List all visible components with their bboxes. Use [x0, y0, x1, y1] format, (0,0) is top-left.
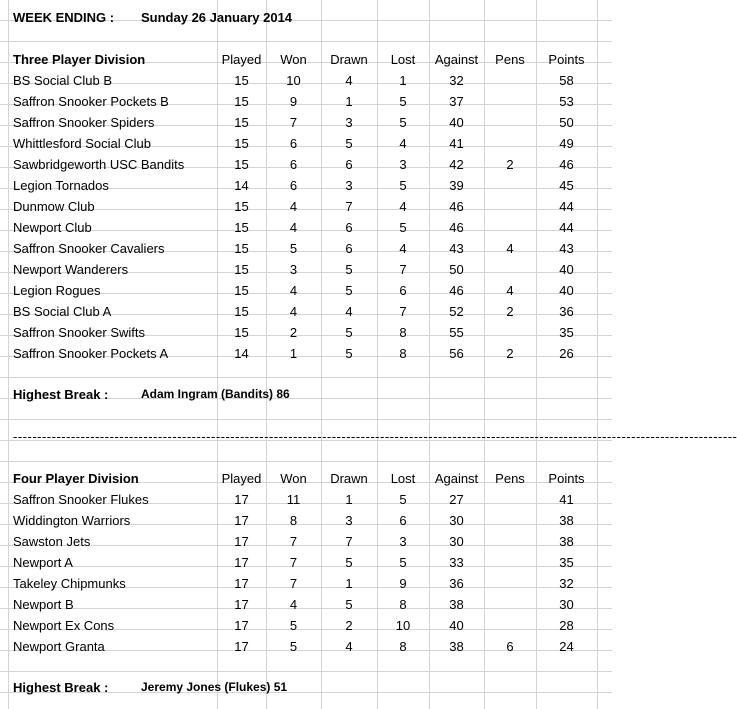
table-row	[0, 594, 612, 615]
played-cell[interactable]: 15	[234, 94, 249, 109]
played-cell[interactable]: 17	[234, 534, 249, 549]
won-cell[interactable]: 7	[289, 534, 298, 549]
played-cell[interactable]: 15	[234, 283, 249, 298]
team-name[interactable]: Takeley Chipmunks	[13, 576, 126, 591]
table-row	[0, 70, 612, 91]
lost-cell[interactable]: 10	[395, 618, 411, 633]
lost-cell[interactable]: 5	[399, 94, 407, 109]
lost-cell[interactable]: 7	[399, 304, 407, 319]
won-cell[interactable]: 4	[289, 283, 298, 298]
points-cell[interactable]: 58	[559, 73, 574, 88]
col-won-header[interactable]: Won	[280, 52, 307, 67]
team-name[interactable]: Widdington Warriors	[13, 513, 131, 528]
played-cell[interactable]: 15	[234, 304, 249, 319]
pens-cell[interactable]: 2	[506, 304, 514, 319]
division-title[interactable]: Three Player Division	[13, 52, 146, 67]
won-cell[interactable]: 4	[289, 199, 298, 214]
col-pens-header[interactable]: Pens	[495, 52, 525, 67]
played-cell[interactable]: 15	[234, 199, 249, 214]
points-cell[interactable]: 41	[559, 492, 574, 507]
points-cell[interactable]: 35	[559, 325, 574, 340]
drawn-cell[interactable]: 5	[345, 283, 353, 298]
drawn-cell[interactable]: 2	[345, 618, 353, 633]
won-cell[interactable]: 8	[289, 513, 298, 528]
won-cell[interactable]: 5	[289, 618, 298, 633]
lost-cell[interactable]: 4	[399, 199, 407, 214]
team-name[interactable]: Newport Granta	[13, 639, 105, 654]
team-name[interactable]: Legion Tornados	[13, 178, 109, 193]
against-cell[interactable]: 39	[449, 178, 464, 193]
won-cell[interactable]: 4	[289, 304, 298, 319]
drawn-cell[interactable]: 1	[345, 492, 353, 507]
drawn-cell[interactable]: 5	[345, 597, 353, 612]
pens-cell[interactable]	[484, 573, 536, 594]
played-cell[interactable]: 15	[234, 115, 249, 130]
table-row	[0, 91, 612, 112]
won-cell[interactable]: 4	[289, 597, 298, 612]
team-name[interactable]: Dunmow Club	[13, 199, 95, 214]
table-row	[0, 615, 612, 636]
points-cell[interactable]: 36	[559, 304, 574, 319]
played-cell[interactable]: 17	[234, 513, 249, 528]
against-cell[interactable]: 52	[449, 304, 464, 319]
drawn-cell[interactable]: 1	[345, 576, 353, 591]
against-cell[interactable]: 38	[449, 597, 464, 612]
col-lost-header[interactable]: Lost	[390, 471, 416, 486]
pens-cell[interactable]	[484, 196, 536, 217]
drawn-cell[interactable]: 7	[345, 534, 353, 549]
played-cell[interactable]: 15	[234, 73, 249, 88]
team-name[interactable]: Saffron Snooker Flukes	[13, 492, 149, 507]
separator-row	[0, 426, 737, 447]
table-row	[0, 531, 612, 552]
week-ending-label[interactable]: WEEK ENDING :	[13, 10, 115, 25]
lost-cell[interactable]: 9	[399, 576, 407, 591]
pens-cell[interactable]	[484, 594, 536, 615]
pens-cell[interactable]	[484, 91, 536, 112]
drawn-cell[interactable]: 3	[345, 115, 353, 130]
drawn-cell[interactable]: 6	[345, 241, 353, 256]
played-cell[interactable]: 17	[234, 555, 249, 570]
table-row	[0, 489, 612, 510]
won-cell[interactable]: 6	[289, 136, 298, 151]
three-player-header-row	[0, 49, 612, 70]
four-player-header-row	[0, 468, 612, 489]
points-cell[interactable]: 45	[559, 178, 574, 193]
pens-cell[interactable]	[484, 70, 536, 91]
played-cell[interactable]: 14	[234, 346, 249, 361]
drawn-cell[interactable]: 4	[345, 73, 353, 88]
won-cell[interactable]: 7	[289, 576, 298, 591]
won-cell[interactable]: 5	[289, 241, 298, 256]
drawn-cell[interactable]: 5	[345, 346, 353, 361]
highest-break-value[interactable]: Adam Ingram (Bandits) 86	[141, 387, 290, 401]
lost-cell[interactable]: 7	[399, 262, 407, 277]
team-name[interactable]: Saffron Snooker Spiders	[13, 115, 155, 130]
team-name[interactable]: Saffron Snooker Swifts	[13, 325, 145, 340]
drawn-cell[interactable]: 5	[345, 136, 353, 151]
against-cell[interactable]: 36	[449, 576, 464, 591]
points-cell[interactable]: 32	[559, 576, 574, 591]
team-name[interactable]: BS Social Club A	[13, 304, 112, 319]
pens-cell[interactable]	[484, 552, 536, 573]
against-cell[interactable]: 56	[449, 346, 464, 361]
points-cell[interactable]: 50	[559, 115, 574, 130]
points-cell[interactable]: 44	[559, 220, 574, 235]
against-cell[interactable]: 46	[449, 283, 464, 298]
points-cell[interactable]: 44	[559, 199, 574, 214]
against-cell[interactable]: 32	[449, 73, 464, 88]
four-highest-break-row	[0, 677, 612, 698]
lost-cell[interactable]: 1	[399, 73, 407, 88]
drawn-cell[interactable]: 7	[345, 199, 353, 214]
drawn-cell[interactable]: 4	[345, 304, 353, 319]
won-cell[interactable]: 4	[289, 220, 298, 235]
team-name[interactable]: Sawston Jets	[13, 534, 91, 549]
lost-cell[interactable]: 6	[399, 283, 407, 298]
team-name[interactable]: Newport Club	[13, 220, 92, 235]
against-cell[interactable]: 30	[449, 534, 464, 549]
team-name[interactable]: Saffron Snooker Pockets B	[13, 94, 169, 109]
pens-cell[interactable]	[484, 489, 536, 510]
against-cell[interactable]: 38	[449, 639, 464, 654]
col-against-header[interactable]: Against	[434, 52, 479, 67]
table-row	[0, 552, 612, 573]
won-cell[interactable]: 5	[289, 639, 298, 654]
pens-cell[interactable]: 2	[506, 346, 514, 361]
won-cell[interactable]: 6	[289, 157, 298, 172]
against-cell[interactable]: 40	[449, 115, 464, 130]
three-highest-break-row	[0, 384, 612, 405]
table-row	[0, 280, 612, 301]
table-row	[0, 196, 612, 217]
won-cell[interactable]: 1	[289, 346, 298, 361]
drawn-cell[interactable]: 5	[345, 325, 353, 340]
pens-cell[interactable]: 6	[506, 639, 514, 654]
pens-cell[interactable]	[484, 112, 536, 133]
pens-cell[interactable]	[484, 259, 536, 280]
lost-cell[interactable]: 3	[399, 534, 407, 549]
played-cell[interactable]: 15	[234, 325, 249, 340]
lost-cell[interactable]: 5	[399, 555, 407, 570]
lost-cell[interactable]: 4	[399, 136, 407, 151]
won-cell[interactable]: 7	[289, 555, 298, 570]
col-drawn-header[interactable]: Drawn	[330, 471, 368, 486]
drawn-cell[interactable]: 6	[345, 157, 353, 172]
points-cell[interactable]: 53	[559, 94, 574, 109]
highest-break-label[interactable]: Highest Break :	[13, 680, 109, 695]
col-lost-header[interactable]: Lost	[390, 52, 416, 67]
against-cell[interactable]: 55	[449, 325, 464, 340]
col-played-header[interactable]: Played	[221, 52, 262, 67]
team-name[interactable]: Whittlesford Social Club	[13, 136, 151, 151]
against-cell[interactable]: 37	[449, 94, 464, 109]
against-cell[interactable]: 30	[449, 513, 464, 528]
against-cell[interactable]: 46	[449, 220, 464, 235]
points-cell[interactable]: 40	[559, 262, 574, 277]
points-cell[interactable]: 38	[559, 513, 574, 528]
played-cell[interactable]: 17	[234, 618, 249, 633]
team-name[interactable]: Newport Ex Cons	[13, 618, 115, 633]
won-cell[interactable]: 7	[289, 115, 298, 130]
table-row	[0, 154, 612, 175]
won-cell[interactable]: 6	[289, 178, 298, 193]
drawn-cell[interactable]: 1	[345, 94, 353, 109]
drawn-cell[interactable]: 4	[345, 639, 353, 654]
points-cell[interactable]: 26	[559, 346, 574, 361]
table-row	[0, 510, 612, 531]
lost-cell[interactable]: 3	[399, 157, 407, 172]
pens-cell[interactable]	[484, 217, 536, 238]
table-row	[0, 301, 612, 322]
drawn-cell[interactable]: 6	[345, 220, 353, 235]
pens-cell[interactable]: 2	[506, 157, 514, 172]
against-cell[interactable]: 50	[449, 262, 464, 277]
pens-cell[interactable]	[484, 133, 536, 154]
won-cell[interactable]: 11	[286, 492, 301, 507]
played-cell[interactable]: 17	[234, 492, 249, 507]
team-name[interactable]: Saffron Snooker Pockets A	[13, 346, 169, 361]
team-name[interactable]: Newport Wanderers	[13, 262, 129, 277]
drawn-cell[interactable]: 5	[345, 555, 353, 570]
lost-cell[interactable]: 6	[399, 513, 407, 528]
pens-cell[interactable]: 4	[506, 241, 514, 256]
drawn-cell[interactable]: 3	[345, 178, 353, 193]
against-cell[interactable]: 42	[449, 157, 464, 172]
lost-cell[interactable]: 8	[399, 639, 407, 654]
points-cell[interactable]: 38	[559, 534, 574, 549]
points-cell[interactable]: 24	[559, 639, 574, 654]
week-ending-date[interactable]: Sunday 26 January 2014	[141, 10, 293, 25]
lost-cell[interactable]: 8	[399, 325, 407, 340]
table-row	[0, 133, 612, 154]
played-cell[interactable]: 15	[234, 136, 249, 151]
team-name[interactable]: Sawbridgeworth USC Bandits	[13, 157, 185, 172]
against-cell[interactable]: 43	[449, 241, 464, 256]
won-cell[interactable]: 9	[289, 94, 298, 109]
lost-cell[interactable]: 8	[399, 346, 407, 361]
division-title[interactable]: Four Player Division	[13, 471, 139, 486]
table-row	[0, 175, 612, 196]
won-cell[interactable]: 10	[286, 73, 301, 88]
week-ending-row	[0, 7, 612, 28]
won-cell[interactable]: 2	[289, 325, 298, 340]
points-cell[interactable]: 46	[559, 157, 574, 172]
col-pens-header[interactable]: Pens	[495, 471, 525, 486]
against-cell[interactable]: 40	[449, 618, 464, 633]
points-cell[interactable]: 49	[559, 136, 574, 151]
team-name[interactable]: Newport B	[13, 597, 74, 612]
against-cell[interactable]: 46	[449, 199, 464, 214]
team-name[interactable]: Legion Rogues	[13, 283, 101, 298]
col-won-header[interactable]: Won	[280, 471, 307, 486]
played-cell[interactable]: 15	[234, 262, 249, 277]
col-played-header[interactable]: Played	[221, 471, 262, 486]
played-cell[interactable]: 15	[234, 220, 249, 235]
played-cell[interactable]: 15	[234, 241, 249, 256]
table-row	[0, 573, 612, 594]
col-against-header[interactable]: Against	[434, 471, 479, 486]
against-cell[interactable]: 33	[449, 555, 464, 570]
team-name[interactable]: Newport A	[13, 555, 73, 570]
played-cell[interactable]: 17	[234, 597, 249, 612]
played-cell[interactable]: 14	[234, 178, 249, 193]
points-cell[interactable]: 35	[559, 555, 574, 570]
against-cell[interactable]: 41	[449, 136, 464, 151]
table-row	[0, 217, 612, 238]
highest-break-label[interactable]: Highest Break :	[13, 387, 109, 402]
points-cell[interactable]: 43	[559, 241, 574, 256]
pens-cell[interactable]	[484, 615, 536, 636]
col-drawn-header[interactable]: Drawn	[330, 52, 368, 67]
played-cell[interactable]: 17	[234, 576, 249, 591]
team-name[interactable]: Saffron Snooker Cavaliers	[13, 241, 165, 256]
table-row	[0, 259, 612, 280]
table-row	[0, 343, 612, 364]
pens-cell[interactable]	[484, 175, 536, 196]
pens-cell[interactable]	[484, 510, 536, 531]
lost-cell[interactable]: 4	[399, 241, 407, 256]
points-cell[interactable]: 28	[559, 618, 574, 633]
table-row	[0, 322, 612, 343]
points-cell[interactable]: 40	[559, 283, 574, 298]
drawn-cell[interactable]: 3	[345, 513, 353, 528]
highest-break-value[interactable]: Jeremy Jones (Flukes) 51	[141, 680, 288, 694]
lost-cell[interactable]: 5	[399, 115, 407, 130]
table-row	[0, 636, 612, 657]
lost-cell[interactable]: 5	[399, 492, 407, 507]
against-cell[interactable]: 27	[449, 492, 464, 507]
points-cell[interactable]: 30	[559, 597, 574, 612]
dashed-separator[interactable]: ------------------------------------------------------------------------------------------------------------------------------------------------------	[13, 429, 737, 444]
table-row	[0, 238, 612, 259]
col-points-header[interactable]: Points	[548, 471, 585, 486]
pens-cell[interactable]	[484, 531, 536, 552]
table-row	[0, 112, 612, 133]
pens-cell[interactable]: 4	[506, 283, 514, 298]
played-cell[interactable]: 17	[234, 639, 249, 654]
team-name[interactable]: BS Social Club B	[13, 73, 112, 88]
lost-cell[interactable]: 5	[399, 178, 407, 193]
lost-cell[interactable]: 5	[399, 220, 407, 235]
col-points-header[interactable]: Points	[548, 52, 585, 67]
played-cell[interactable]: 15	[234, 157, 249, 172]
lost-cell[interactable]: 8	[399, 597, 407, 612]
drawn-cell[interactable]: 5	[345, 262, 353, 277]
won-cell[interactable]: 3	[289, 262, 298, 277]
pens-cell[interactable]	[484, 322, 536, 343]
